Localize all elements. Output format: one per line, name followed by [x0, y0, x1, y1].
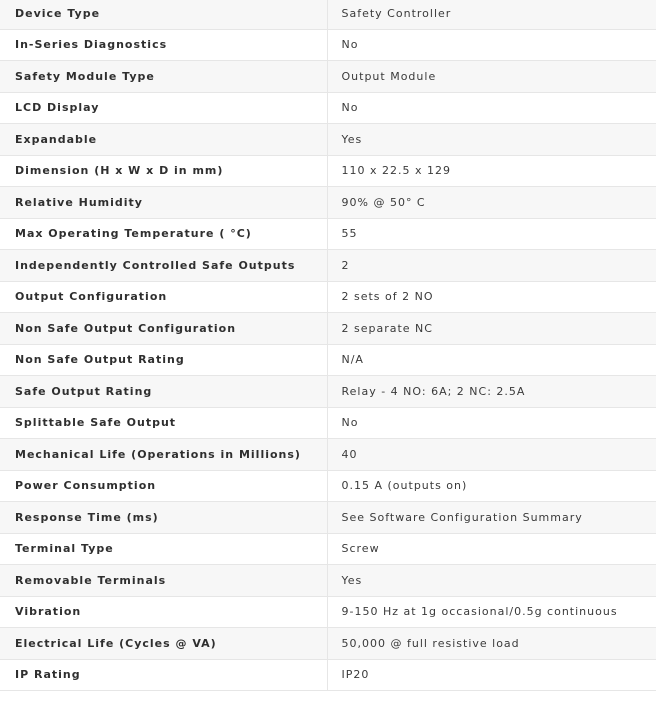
- spec-row: [0, 155, 656, 187]
- spec-value: 9-150 Hz at 1g occasional/0.5g continuous: [327, 596, 656, 628]
- spec-value: 50,000 @ full resistive load: [327, 628, 656, 660]
- spec-label: Mechanical Life (Operations in Millions): [0, 439, 327, 471]
- spec-label: Removable Terminals: [0, 565, 327, 597]
- spec-value: IP20: [327, 659, 656, 691]
- spec-value: Yes: [327, 124, 656, 156]
- spec-label: Electrical Life (Cycles @ VA): [0, 628, 327, 660]
- spec-value: 2 sets of 2 NO: [327, 281, 656, 313]
- spec-row: [0, 502, 656, 534]
- spec-value: 55: [327, 218, 656, 250]
- spec-row: [0, 596, 656, 628]
- spec-value: 40: [327, 439, 656, 471]
- spec-value: Relay - 4 NO: 6A; 2 NC: 2.5A: [327, 376, 656, 408]
- spec-row: [0, 187, 656, 219]
- spec-label: Splittable Safe Output: [0, 407, 327, 439]
- spec-label: Independently Controlled Safe Outputs: [0, 250, 327, 282]
- spec-value: 2 separate NC: [327, 313, 656, 345]
- spec-row: [0, 218, 656, 250]
- spec-value: Yes: [327, 565, 656, 597]
- spec-value: Safety Controller: [327, 0, 656, 29]
- spec-row: [0, 92, 656, 124]
- spec-row: [0, 344, 656, 376]
- spec-row: [0, 0, 656, 29]
- spec-label: Non Safe Output Configuration: [0, 313, 327, 345]
- spec-label: In-Series Diagnostics: [0, 29, 327, 61]
- spec-row: [0, 439, 656, 471]
- spec-value: 90% @ 50° C: [327, 187, 656, 219]
- spec-row: [0, 281, 656, 313]
- spec-label: Output Configuration: [0, 281, 327, 313]
- spec-value: 110 x 22.5 x 129: [327, 155, 656, 187]
- spec-label: Terminal Type: [0, 533, 327, 565]
- spec-value: No: [327, 407, 656, 439]
- spec-label: Device Type: [0, 0, 327, 29]
- spec-label: Vibration: [0, 596, 327, 628]
- spec-value: 0.15 A (outputs on): [327, 470, 656, 502]
- spec-value: Output Module: [327, 61, 656, 93]
- spec-row: [0, 407, 656, 439]
- spec-row: [0, 313, 656, 345]
- spec-label: Expandable: [0, 124, 327, 156]
- spec-label: Safety Module Type: [0, 61, 327, 93]
- spec-value: N/A: [327, 344, 656, 376]
- spec-row: [0, 533, 656, 565]
- spec-label: Safe Output Rating: [0, 376, 327, 408]
- spec-row: [0, 470, 656, 502]
- spec-row: [0, 250, 656, 282]
- spec-row: [0, 376, 656, 408]
- spec-label: Max Operating Temperature ( °C): [0, 218, 327, 250]
- spec-label: LCD Display: [0, 92, 327, 124]
- spec-row: [0, 565, 656, 597]
- spec-label: Relative Humidity: [0, 187, 327, 219]
- spec-row: [0, 29, 656, 61]
- spec-value: No: [327, 29, 656, 61]
- spec-label: Non Safe Output Rating: [0, 344, 327, 376]
- spec-value: See Software Configuration Summary: [327, 502, 656, 534]
- spec-value: Screw: [327, 533, 656, 565]
- spec-value: No: [327, 92, 656, 124]
- spec-label: Dimension (H x W x D in mm): [0, 155, 327, 187]
- spec-row: [0, 628, 656, 660]
- spec-row: [0, 61, 656, 93]
- spec-row: [0, 659, 656, 691]
- spec-label: IP Rating: [0, 659, 327, 691]
- spec-value: 2: [327, 250, 656, 282]
- spec-label: Response Time (ms): [0, 502, 327, 534]
- spec-label: Power Consumption: [0, 470, 327, 502]
- spec-row: [0, 124, 656, 156]
